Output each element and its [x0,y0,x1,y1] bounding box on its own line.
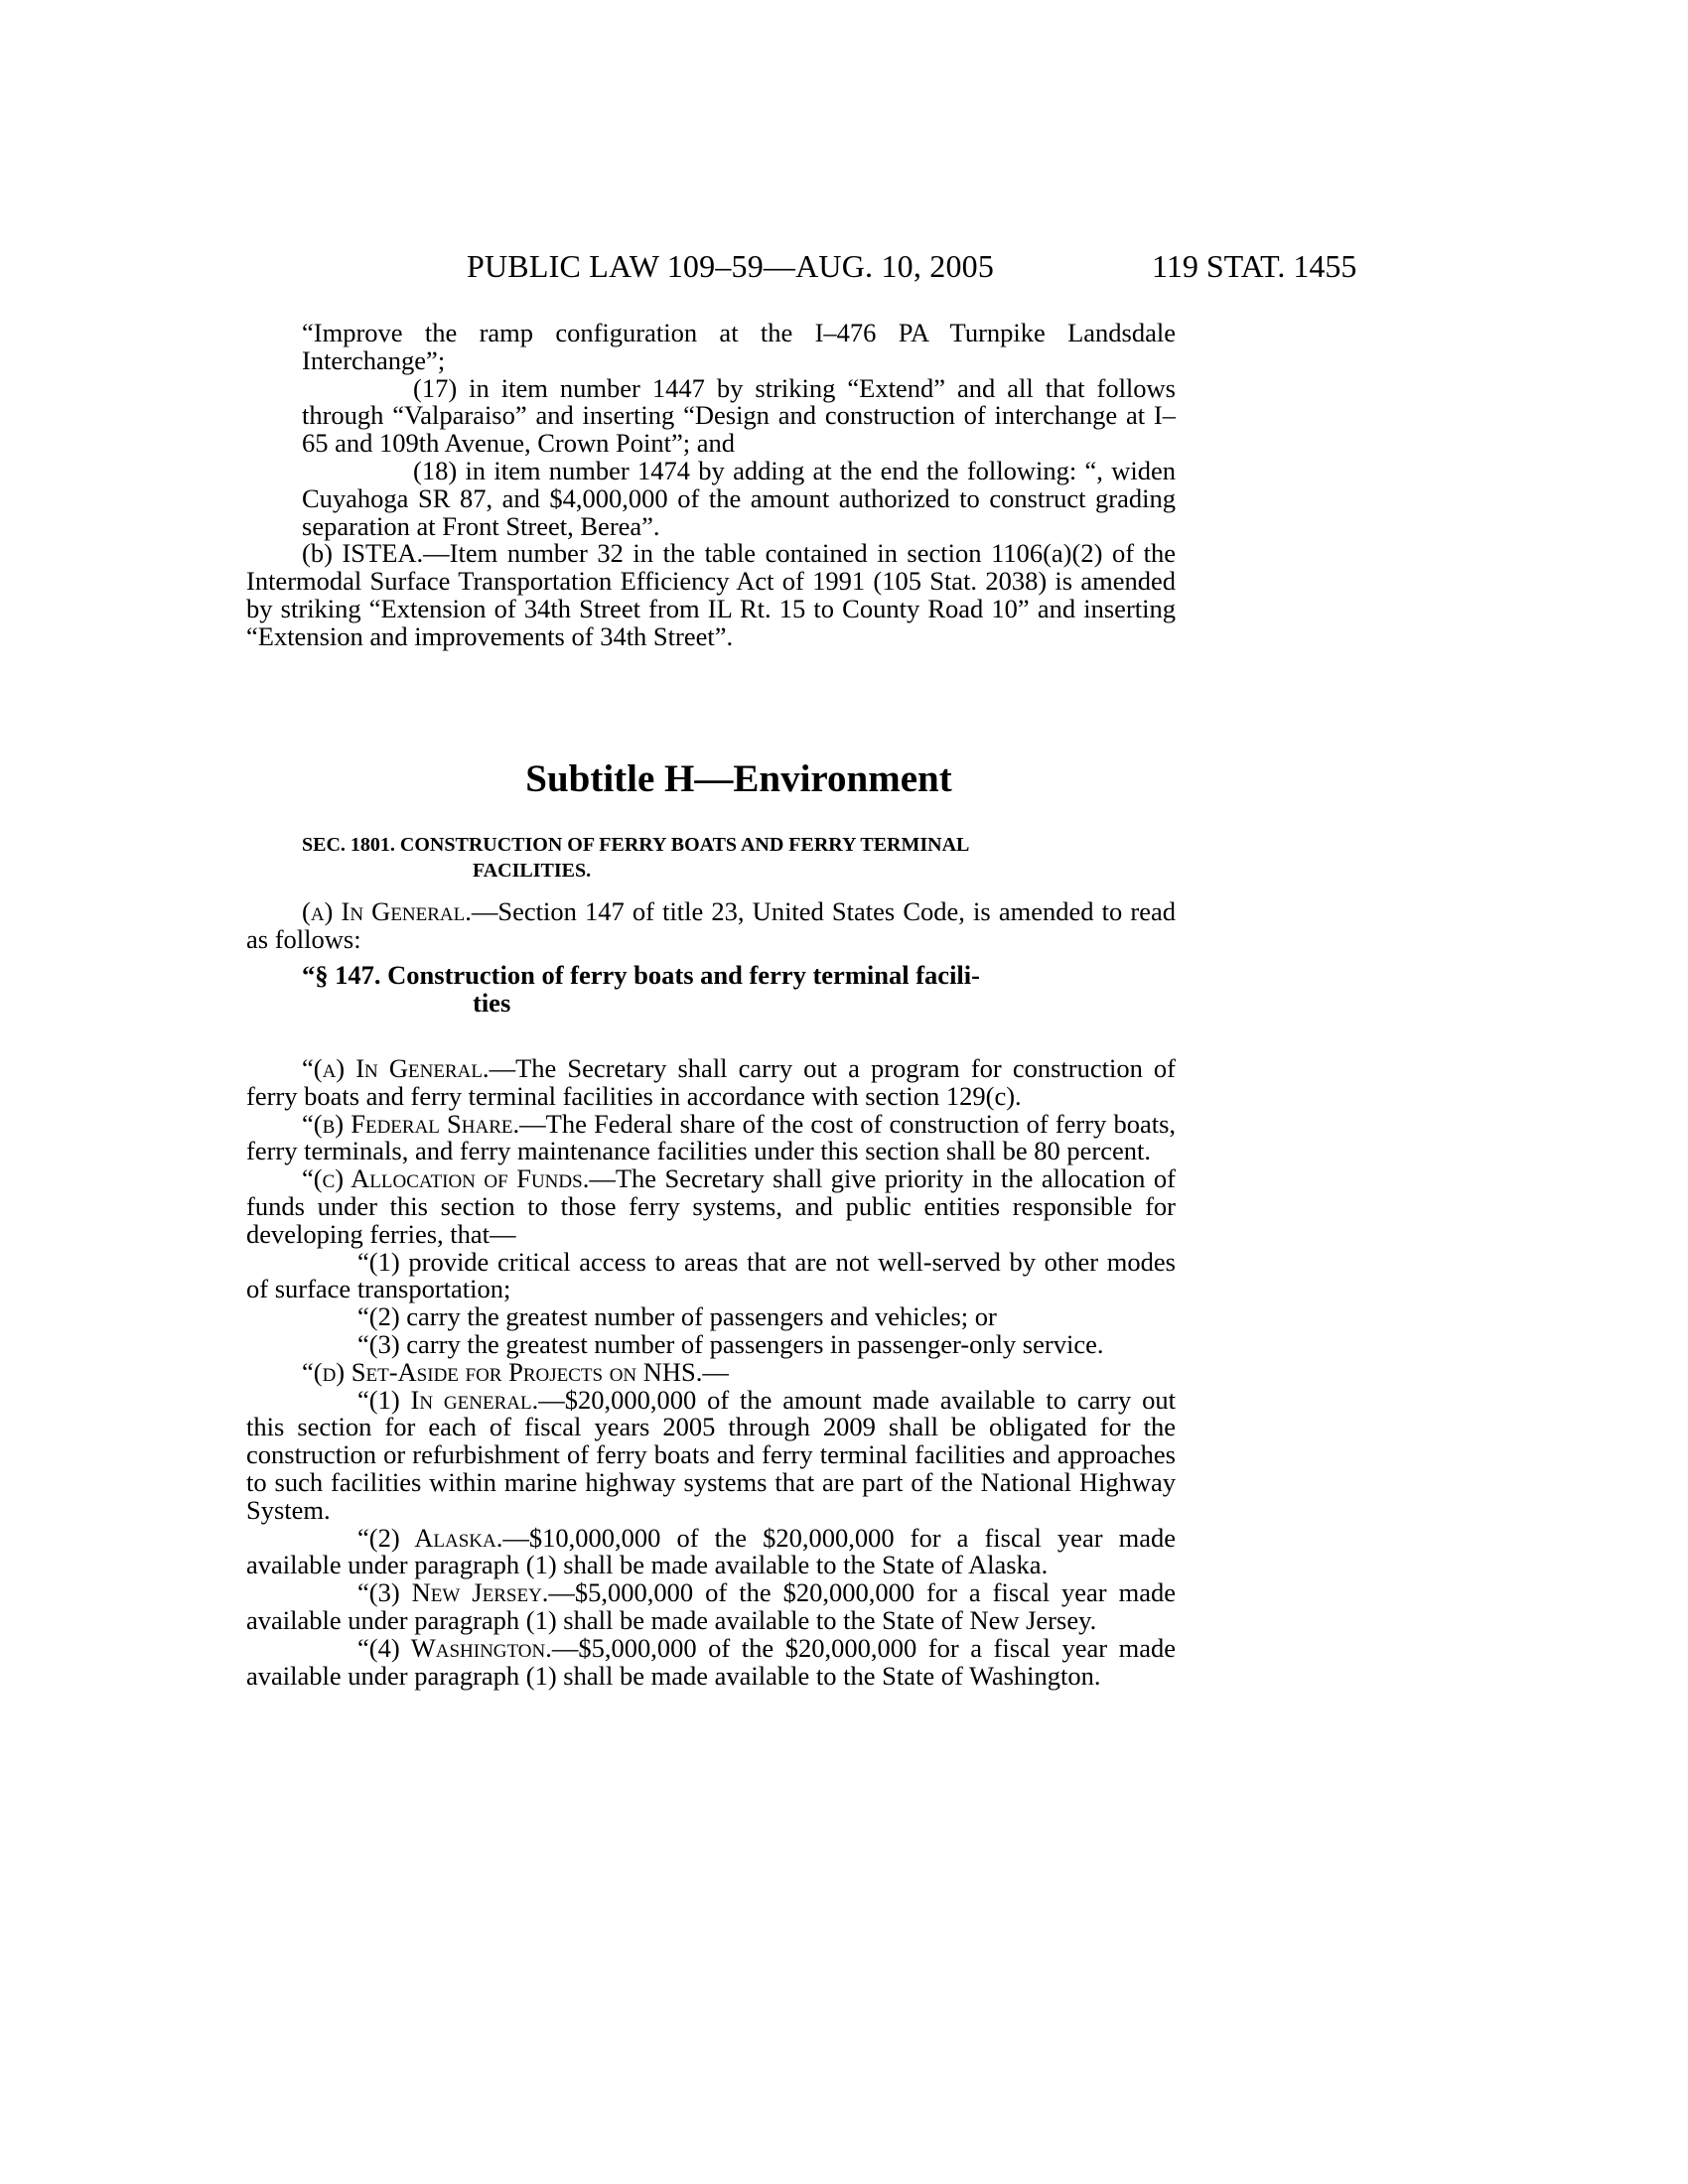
paragraph-d4-text: —$5,000,000 of the $20,000,000 for a fiscal year made available under paragraph (1) shall be made available to the State of Washington. [246,1632,1176,1691]
paragraph-d4-label: “(4) Washington. [357,1632,552,1663]
subsection-d-label: “(d) Set-Aside for Projects on NHS. [302,1356,703,1387]
subsection-b-text: —The Federal share of the cost of construction of ferry boats, ferry terminals, and ferry maintenance facilities under this section shall be 80 percent. [246,1108,1177,1166]
subsection-c-label: “(c) Allocation of Funds. [302,1163,590,1194]
running-header-title: PUBLIC LAW 109–59—AUG. 10, 2005 [467,248,995,284]
subsection-d [246,1356,1176,1387]
paragraph-18: (18) in item number 1474 by adding at the end the following: “, widen Cuyahoga SR 87, and $4,000,000 of the amount authorized to construct grading separation at Front Street, Berea”. [302,455,1176,541]
intro-paragraph-wrap [246,896,1176,954]
paragraph-d1-label: “(1) In general. [357,1384,539,1415]
subsection-c [246,1165,1176,1248]
paragraph-d1-text: —$20,000,000 of the amount made available to carry out this section for each of fiscal years 2005 through 2009 shall be obligated for the construction or refurbishment of ferry boats and ferry terminal facilities and approaches to such facilities within marine highway systems that are part of the National Highway System. [246,1384,1176,1525]
subsection-a [246,1055,1176,1111]
sec147-body [246,1053,1177,1691]
paragraph-d2 [246,1522,1176,1580]
subsection-a-label: “(a) In General. [302,1053,490,1083]
subsection-b [246,1108,1177,1166]
intro-paragraph [246,898,1176,954]
section-heading-line2: FACILITIES. [473,860,592,882]
subsection-c-text: —The Secretary shall give priority in the allocation of funds under this section to those ferry systems, and public entities responsible for developing ferries, that— [246,1163,1176,1249]
paragraph-d2-text: —$10,000,000 of the $20,000,000 for a fiscal year made available under paragraph (1) shall be made available to the State of Alaska. [246,1522,1176,1580]
intro-label: (a) In General. [302,896,472,926]
paragraph-16-continuation: “Improve the ramp configuration at the I–476 PA Turnpike Landsdale Interchange”; [302,318,1176,375]
subtitle-heading: Subtitle H—Environment [525,757,952,800]
paragraph-d4 [246,1632,1176,1691]
paragraph-c1-text: “(1) provide critical access to areas that are not well-served by other modes of surface transportation; [246,1246,1176,1304]
sec147-heading-line2: ties [473,987,511,1018]
paragraph-c3-text: “(3) carry the greatest number of passengers in passenger-only service. [357,1328,1104,1359]
subsection-d-text: — [702,1356,729,1387]
paragraph-c2 [246,1303,1176,1331]
intro-text: —Section 147 of title 23, United States Code, is amended to read as follows: [246,896,1176,954]
paragraph-c1 [246,1246,1176,1304]
paragraph-b-istea: (b) ISTEA.—Item number 32 in the table contained in section 1106(a)(2) of the Intermodal Surface Transportation Efficiency Act of 1991 (105 Stat. 2038) is amended by striking “Extension of 34th Street from IL Rt. 15 to County Road 10” and inserting “Extension and improvements of 34th Street”. [246,538,1176,651]
paragraph-17: (17) in item number 1447 by striking “Extend” and all that follows through “Valparaiso” and inserting “Design and construction of interchange at I–65 and 109th Avenue, Crown Point”; and [302,372,1176,459]
sec147-heading [302,962,1176,1018]
sec147-heading-line1: “§ 147. Construction of ferry boats and ferry terminal facili- [302,960,980,990]
paragraph-d3-label: “(3) New Jersey. [357,1577,549,1608]
running-header-page: 119 STAT. 1455 [1152,248,1357,284]
section-heading [302,832,1176,884]
paragraph-c3 [246,1328,1176,1359]
paragraph-c2-text: “(2) carry the greatest number of passengers and vehicles; or [357,1301,997,1332]
section-heading-line1: SEC. 1801. CONSTRUCTION OF FERRY BOATS AND FERRY TERMINAL [302,834,970,856]
subsection-a-text: —The Secretary shall carry out a program for construction of ferry boats and ferry terminal facilities in accordance with section 129(c). [246,1053,1176,1111]
paragraph-d2-label: “(2) Alaska. [357,1522,503,1553]
paragraph-d3-text: —$5,000,000 of the $20,000,000 for a fiscal year made available under paragraph (1) shall be made available to the State of New Jersey. [246,1577,1177,1635]
paragraph-d3 [246,1579,1176,1635]
subsection-b-label: “(b) Federal Share. [302,1108,520,1139]
amendment-paragraphs [246,318,1176,651]
paragraph-d1 [246,1384,1176,1525]
